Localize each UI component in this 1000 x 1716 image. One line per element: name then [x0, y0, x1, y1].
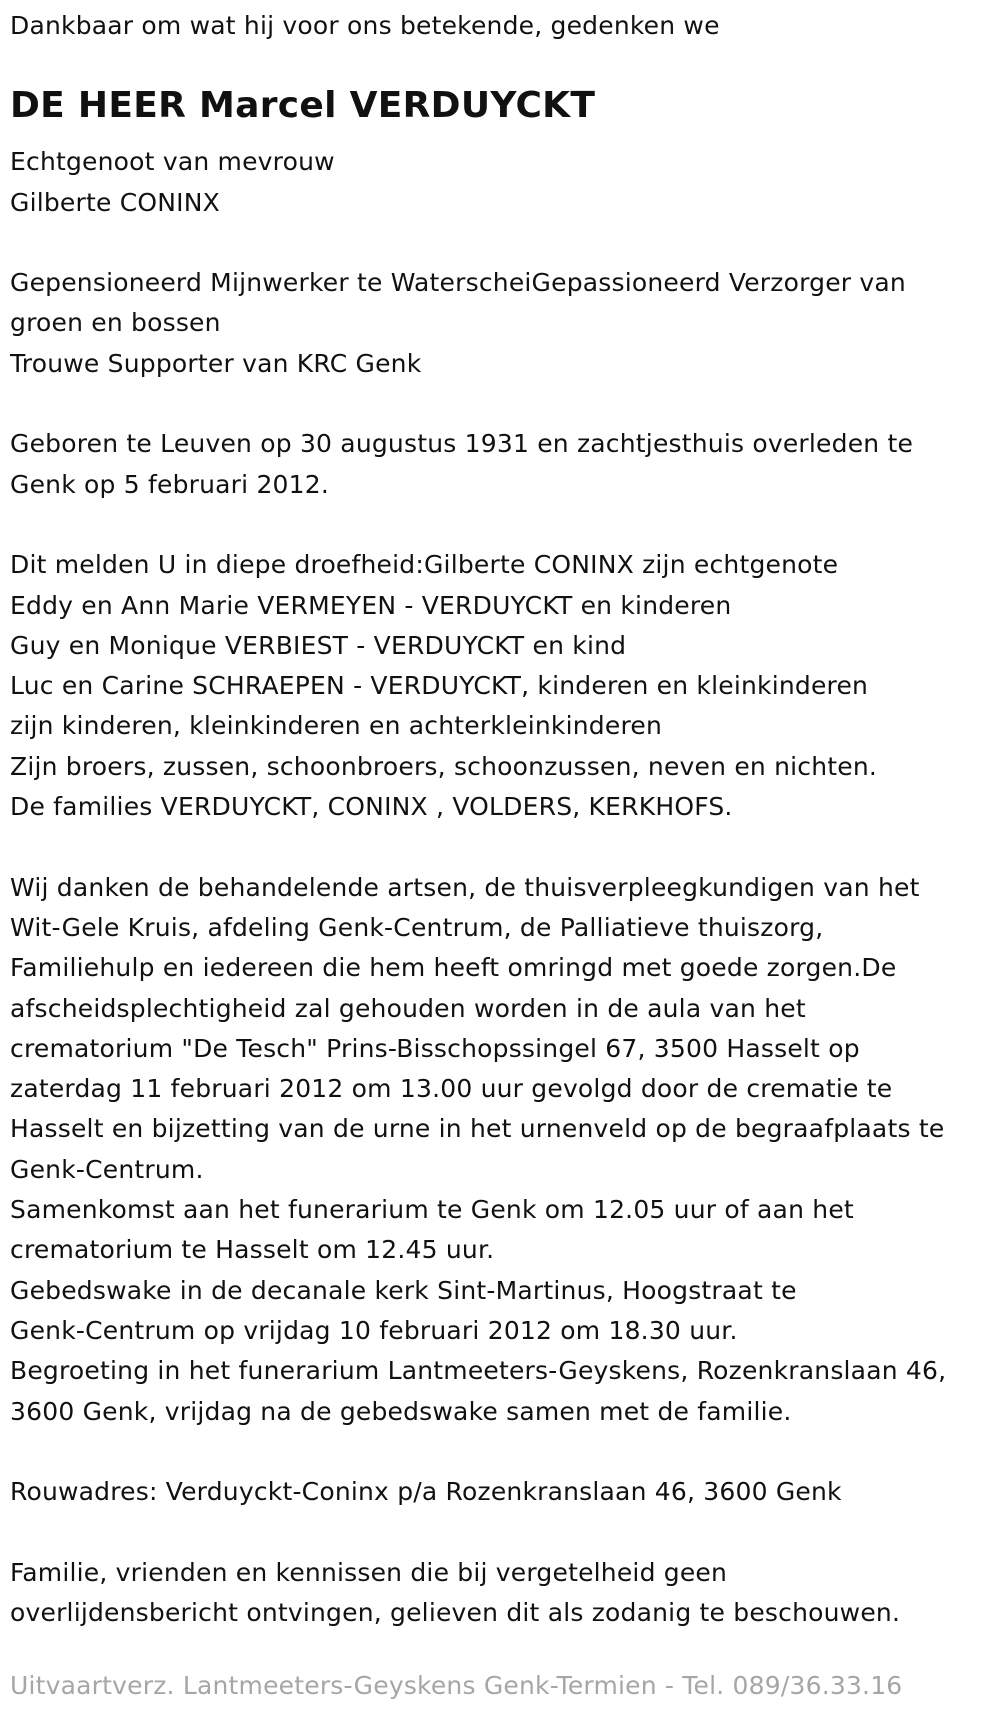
- closing-line: overlijdensbericht ontvingen, gelieven dit als zodanig te beschouwen.: [10, 1597, 901, 1627]
- closing-line: Familie, vrienden en kennissen die bij vergetelheid geen: [10, 1557, 728, 1587]
- family-block: [10, 545, 1000, 827]
- ceremony-line: Wit-Gele Kruis, afdeling Genk-Centrum, de Palliatieve thuiszorg,: [10, 912, 824, 942]
- spouse-block: [10, 142, 1000, 223]
- ceremony-line: Genk-Centrum.: [10, 1154, 204, 1184]
- ceremony-line: crematorium te Hasselt om 12.45 uur.: [10, 1235, 495, 1265]
- ceremony-line: Gebedswake in de decanale kerk Sint-Martinus, Hoogstraat te: [10, 1275, 797, 1305]
- ceremony-line: Samenkomst aan het funerarium te Genk om 12.05 uur of aan het: [10, 1195, 854, 1225]
- family-line: Luc en Carine SCHRAEPEN - VERDUYCKT, kinderen en kleinkinderen: [10, 671, 869, 701]
- thanks-ceremony-block: [10, 868, 1000, 1432]
- family-line: zijn kinderen, kleinkinderen en achterkleinkinderen: [10, 711, 662, 741]
- funeral-home-footer: Uitvaartverz. Lantmeeters-Geyskens Genk-Termien - Tel. 089/36.33.16: [10, 1671, 903, 1700]
- ceremony-line: Genk-Centrum op vrijdag 10 februari 2012 om 18.30 uur.: [10, 1315, 738, 1345]
- family-line: Eddy en Ann Marie VERMEYEN - VERDUYCKT en kinderen: [10, 590, 732, 620]
- ceremony-line: Hasselt en bijzetting van de urne in het urnenveld op de begraafplaats te: [10, 1114, 945, 1144]
- ceremony-line: zaterdag 11 februari 2012 om 13.00 uur gevolgd door de crematie te: [10, 1074, 893, 1104]
- mourning-address: Rouwadres: Verduyckt-Coninx p/a Rozenkranslaan 46, 3600 Genk: [10, 1477, 842, 1507]
- spouse-line: Echtgenoot van mevrouw: [10, 147, 335, 177]
- intro-text: Dankbaar om wat hij voor ons betekende, gedenken we: [10, 11, 720, 40]
- birth-death-block: [10, 424, 1000, 505]
- obituary-page: [0, 6, 1000, 1716]
- family-line: Zijn broers, zussen, schoonbroers, schoonzussen, neven en nichten.: [10, 751, 878, 781]
- ceremony-line: Familiehulp en iedereen die hem heeft omringd met goede zorgen.De: [10, 953, 897, 983]
- birth-death-line: Geboren te Leuven op 30 augustus 1931 en zachtjesthuis overleden te: [10, 429, 914, 459]
- occupation-line: Gepensioneerd Mijnwerker te WaterscheiGepassioneerd Verzorger van: [10, 268, 906, 298]
- occupation-line: Trouwe Supporter van KRC Genk: [10, 348, 422, 378]
- ceremony-line: Begroeting in het funerarium Lantmeeters-Geyskens, Rozenkranslaan 46,: [10, 1356, 947, 1386]
- birth-death-line: Genk op 5 februari 2012.: [10, 469, 330, 499]
- spouse-line: Gilberte CONINX: [10, 187, 220, 217]
- closing-block: [10, 1553, 1000, 1634]
- ceremony-line: 3600 Genk, vrijdag na de gebedswake samen met de familie.: [10, 1396, 792, 1426]
- family-line: Guy en Monique VERBIEST - VERDUYCKT en kind: [10, 630, 627, 660]
- occupation-line: groen en bossen: [10, 308, 221, 338]
- family-line: De families VERDUYCKT, CONINX , VOLDERS, KERKHOFS.: [10, 792, 733, 822]
- occupation-block: [10, 263, 1000, 384]
- deceased-name: DE HEER Marcel VERDUYCKT: [10, 85, 596, 127]
- family-line: Dit melden U in diepe droefheid:Gilberte CONINX zijn echtgenote: [10, 550, 839, 580]
- ceremony-line: crematorium "De Tesch" Prins-Bisschopssingel 67, 3500 Hasselt op: [10, 1033, 860, 1063]
- ceremony-line: Wij danken de behandelende artsen, de thuisverpleegkundigen van het: [10, 872, 920, 902]
- ceremony-line: afscheidsplechtigheid zal gehouden worden in de aula van het: [10, 993, 806, 1023]
